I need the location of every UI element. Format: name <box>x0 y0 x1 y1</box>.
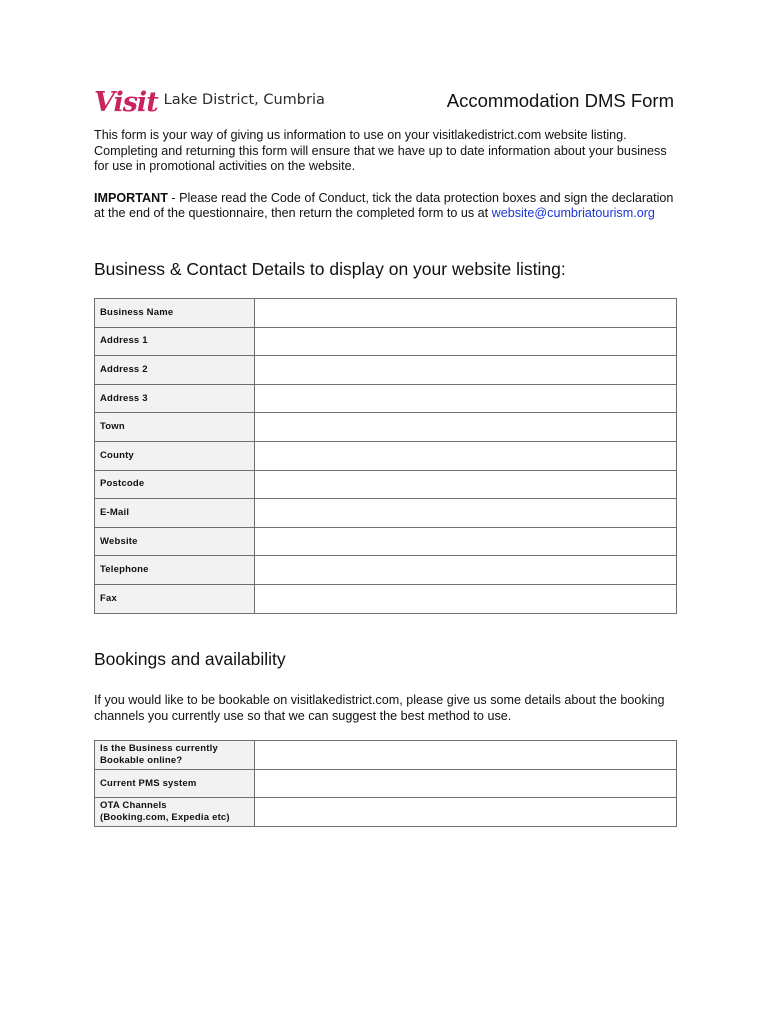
field-label-line: Current PMS system <box>100 777 197 789</box>
field-label: Address 1 <box>95 327 255 356</box>
table-row <box>95 299 677 328</box>
field-cell <box>255 327 677 356</box>
telephone-input[interactable] <box>255 562 676 579</box>
contact-details-table <box>94 298 677 614</box>
field-label: Website <box>95 527 255 556</box>
table-row <box>95 741 677 770</box>
logo-text: Lake District, Cumbria <box>163 92 325 108</box>
field-label: E-Mail <box>95 499 255 528</box>
field-cell <box>255 384 677 413</box>
field-cell <box>255 470 677 499</box>
important-label: IMPORTANT <box>94 190 168 205</box>
table-row <box>95 356 677 385</box>
contact-section-heading: Business & Contact Details to display on your website listing: <box>94 259 566 279</box>
postcode-input[interactable] <box>255 476 676 493</box>
field-label <box>95 770 255 798</box>
table-row <box>95 441 677 470</box>
pms-system-input[interactable] <box>255 775 676 792</box>
logo-mark: Visit <box>94 86 158 118</box>
field-label-line: Bookable online? <box>100 755 183 766</box>
town-input[interactable] <box>255 419 676 436</box>
bookings-table <box>94 740 677 827</box>
field-label: County <box>95 441 255 470</box>
bookings-section-heading: Bookings and availability <box>94 649 286 669</box>
important-paragraph <box>94 191 678 222</box>
business-name-input[interactable] <box>255 304 676 321</box>
table-row <box>95 527 677 556</box>
address-1-input[interactable] <box>255 333 676 350</box>
field-label: Address 2 <box>95 356 255 385</box>
table-row <box>95 584 677 613</box>
table-row <box>95 770 677 798</box>
table-row <box>95 470 677 499</box>
bookable-online-input[interactable] <box>255 747 676 764</box>
field-cell <box>255 299 677 328</box>
field-cell <box>255 441 677 470</box>
ota-channels-input[interactable] <box>255 804 676 821</box>
table-row <box>95 556 677 585</box>
email-input[interactable] <box>255 504 676 521</box>
field-label: Town <box>95 413 255 442</box>
field-cell <box>255 499 677 528</box>
field-label-line: OTA Channels <box>100 800 167 811</box>
field-label: Postcode <box>95 470 255 499</box>
bookings-intro-text: If you would like to be bookable on visitlakedistrict.com, please give us some details about the booking channels you currently use so that we can suggest the best method to use. <box>94 693 665 723</box>
field-cell <box>255 798 677 827</box>
form-title: Accommodation DMS Form <box>446 90 674 111</box>
intro-paragraph: This form is your way of giving us information to use on your visitlakedistrict.com website listing. Completing and returning this form will ensure that we have up to date information about your business for use in promotional activities on the website. <box>94 128 667 173</box>
visit-lake-district-logo <box>94 84 325 120</box>
table-row <box>95 327 677 356</box>
table-row <box>95 413 677 442</box>
address-2-input[interactable] <box>255 361 676 378</box>
field-cell <box>255 356 677 385</box>
table-row <box>95 384 677 413</box>
field-label: Business Name <box>95 299 255 328</box>
field-label: Address 3 <box>95 384 255 413</box>
page-header <box>94 84 676 120</box>
field-cell <box>255 413 677 442</box>
important-text: - Please read the Code of Conduct, tick the data protection boxes and sign the declaration at the end of the questionnaire, then return the completed form to us at <box>94 190 674 220</box>
table-row <box>95 798 677 827</box>
table-row <box>95 499 677 528</box>
field-label <box>95 741 255 770</box>
field-cell <box>255 584 677 613</box>
field-cell <box>255 770 677 798</box>
county-input[interactable] <box>255 447 676 464</box>
field-cell <box>255 527 677 556</box>
field-label-line: Is the Business currently <box>100 743 218 754</box>
field-cell <box>255 741 677 770</box>
fax-input[interactable] <box>255 590 676 607</box>
field-label: Telephone <box>95 556 255 585</box>
field-cell <box>255 556 677 585</box>
field-label <box>95 798 255 827</box>
address-3-input[interactable] <box>255 390 676 407</box>
field-label-line: (Booking.com, Expedia etc) <box>100 812 230 823</box>
intro-text <box>94 128 678 222</box>
field-label: Fax <box>95 584 255 613</box>
email-link[interactable]: website@cumbriatourism.org <box>491 206 655 220</box>
website-input[interactable] <box>255 533 676 550</box>
